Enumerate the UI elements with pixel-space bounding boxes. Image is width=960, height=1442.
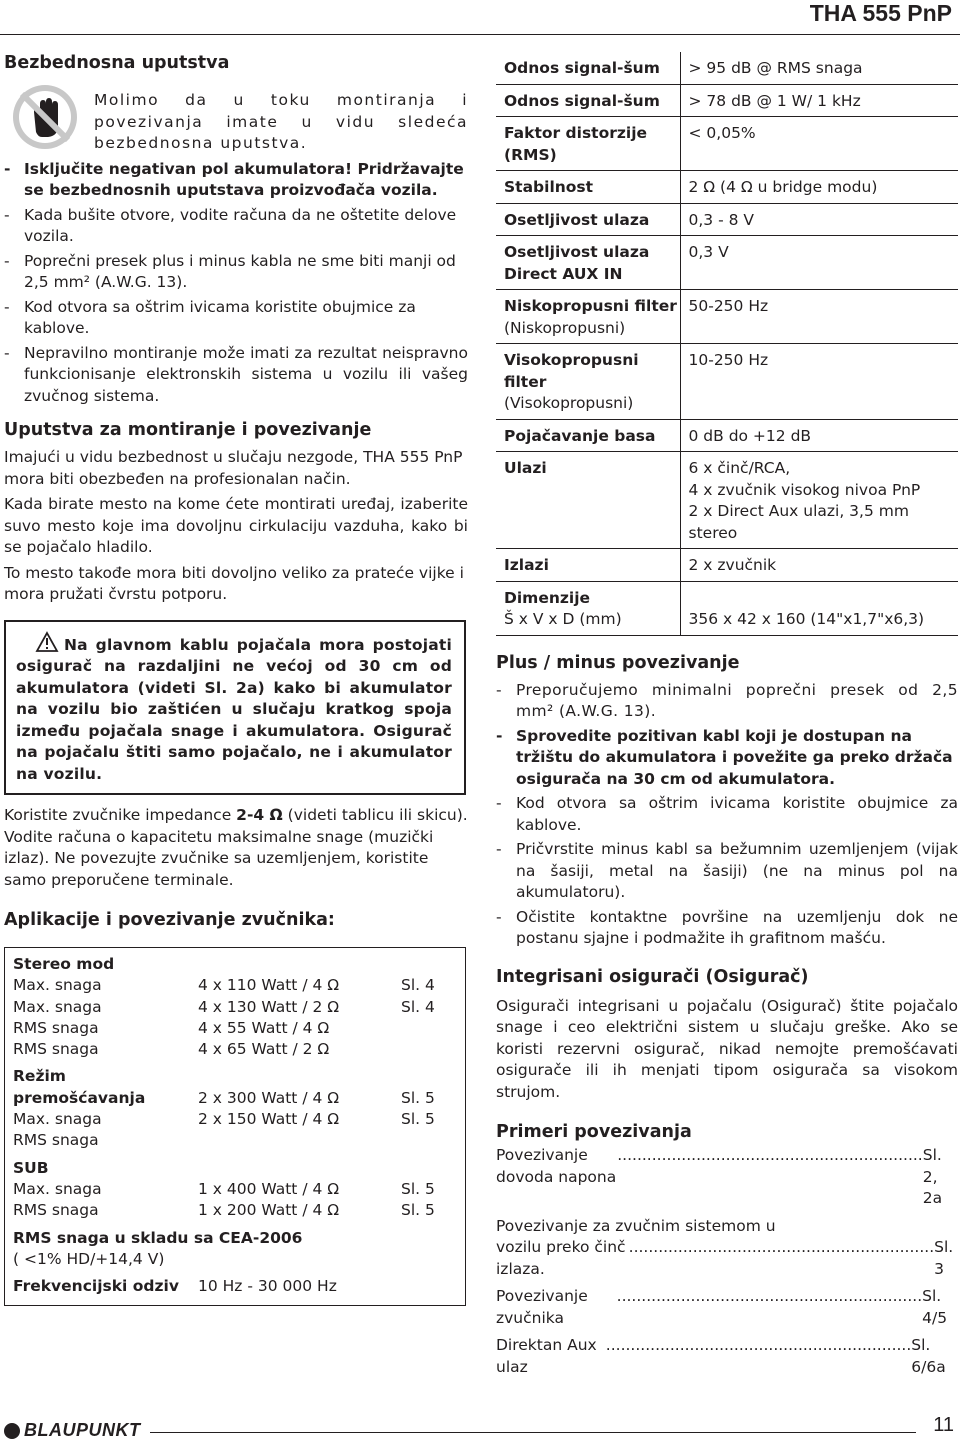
stereo-fig: Sl. 4 xyxy=(401,976,435,995)
sub-label: Max. snaga xyxy=(13,1179,102,1198)
spec-key xyxy=(496,581,680,635)
example-leader: .............................................................. xyxy=(616,1287,923,1305)
example-ref: Sl. 2, 2a xyxy=(922,1146,943,1207)
spec-row xyxy=(496,452,958,549)
speakers-text-pre: Koristite zvučnike impedance xyxy=(4,806,237,824)
safety-item: - Poprečni presek plus i minus kabla ne sme biti manji od 2,5 mm² (A.W.G. 13). xyxy=(4,251,468,294)
example-leader: .............................................................. xyxy=(617,1146,923,1164)
bridge-label: RMS snaga xyxy=(13,1131,99,1150)
spec-key xyxy=(496,203,680,236)
spec-key xyxy=(496,419,680,452)
spec-key-label: Izlazi xyxy=(504,556,549,574)
warning-box xyxy=(4,620,466,796)
bridge-fig: Sl. 5 xyxy=(401,1088,435,1107)
spec-key xyxy=(496,344,680,420)
spec-row xyxy=(496,203,958,236)
top-rule xyxy=(0,34,960,35)
sub-head: SUB xyxy=(13,1158,49,1177)
warning-triangle-icon xyxy=(36,632,58,652)
spec-value: < 0,05% xyxy=(680,117,958,171)
example-ref: Sl. 6/6a xyxy=(911,1336,946,1376)
cea-block xyxy=(13,1228,457,1271)
safety-item: - Nepravilno montiranje može imati za rezultat neispravno funkcionisanje elektronskih sistema u vozilu ili vašeg zvučnog sistema. xyxy=(4,343,468,408)
spec-key-label: Odnos signal-šum xyxy=(504,59,660,77)
spec-key xyxy=(496,84,680,117)
model-title: THA 555 PnP xyxy=(809,0,952,26)
stop-hand-icon xyxy=(10,82,80,152)
freq-value: 10 Hz - 30 000 Hz xyxy=(198,1277,337,1296)
example-ref: Sl. 3 xyxy=(934,1238,954,1278)
example-item: Povezivanje za zvučnim sistemom u vozilu preko činč izlaza. .............................................................. Sl. 3 xyxy=(496,1216,958,1281)
mounting-title: Uputstva za montiranje i povezivanje xyxy=(4,420,372,440)
stereo-value: 4 x 55 Watt / 4 Ω xyxy=(198,1018,330,1037)
spec-key xyxy=(496,549,680,582)
safety-item: - Kada bušite otvore, vodite računa da ne oštetite delove vozila. xyxy=(4,205,468,248)
spec-value: 0,3 - 8 V xyxy=(680,203,958,236)
spec-value: 0 dB do +12 dB xyxy=(680,419,958,452)
plusminus-item: - Sprovedite pozitivan kabl koji je dostupan na tržištu do akumulatora i povežite ga preko držača osigurača na 30 cm od akumulatora. xyxy=(496,726,958,791)
spec-value: 50-250 Hz xyxy=(680,290,958,344)
brand-dot-icon xyxy=(4,1423,20,1439)
spec-row xyxy=(496,290,958,344)
spec-row xyxy=(496,236,958,290)
cea-sub: ( <1% HD/+14,4 V) xyxy=(13,1249,165,1268)
stereo-value: 4 x 65 Watt / 2 Ω xyxy=(198,1040,330,1059)
example-item xyxy=(496,1286,958,1329)
page-number: 11 xyxy=(933,1414,954,1436)
mounting-p1: Imajući u vidu bezbednost u slučaju nezgode, THA 555 PnP mora biti obezbeđen na profesionalan način. xyxy=(4,448,463,488)
spec-row xyxy=(496,171,958,204)
example-label: Povezivanje dovoda napona xyxy=(496,1146,617,1186)
safety-intro xyxy=(4,82,468,155)
example-label: Direktan Aux ulaz xyxy=(496,1336,597,1376)
spec-key-label: Visokopropusni filter xyxy=(504,351,639,391)
plusminus-item: - Preporučujemo minimalni poprečni presek od 2,5 mm² (A.W.G. 13). xyxy=(496,680,958,723)
spec-key-label: Osetljivost ulaza xyxy=(504,210,650,229)
spec-key-label: Dimenzije xyxy=(504,588,591,607)
spec-key-label: Niskopropusni filter xyxy=(504,297,677,315)
brand-logo xyxy=(4,1420,141,1441)
spec-key-label: Faktor distorzije (RMS) xyxy=(504,124,648,164)
sub-label: RMS snaga xyxy=(13,1201,99,1220)
example-item xyxy=(496,1145,958,1210)
plusminus-list xyxy=(496,680,958,950)
stereo-fig: Sl. 4 xyxy=(401,997,435,1016)
sub-value: 1 x 400 Watt / 4 Ω xyxy=(198,1179,340,1198)
stereo-value: 4 x 130 Watt / 2 Ω xyxy=(198,997,340,1016)
spec-row xyxy=(496,344,958,420)
spec-value: 356 x 42 x 160 (14"x1,7"x6,3) xyxy=(680,581,958,635)
sub-value: 1 x 200 Watt / 4 Ω xyxy=(198,1201,340,1220)
spec-key xyxy=(496,117,680,171)
spec-value: 0,3 V xyxy=(680,236,958,290)
spec-value: > 95 dB @ RMS snaga xyxy=(680,52,958,84)
example-label: Povezivanje zvučnika xyxy=(496,1287,588,1327)
spec-key xyxy=(496,52,680,84)
spec-row xyxy=(496,117,958,171)
spec-value: > 78 dB @ 1 W/ 1 kHz xyxy=(680,84,958,117)
speakers-text-post: (videti tablicu ili skicu). Vodite računa o kapacitetu maksimalne snage (muzički izlaz). Ne povezujte zvučnike sa uzemljenjem, koristite samo preporučene terminale. xyxy=(4,806,468,889)
bridge-block xyxy=(13,1066,457,1151)
spec-key-label: Odnos signal-šum xyxy=(504,91,660,110)
examples-title: Primeri povezivanja xyxy=(496,1122,692,1142)
spec-key-label: Pojačavanje basa xyxy=(504,426,656,445)
spec-value: 10-250 Hz xyxy=(680,344,958,420)
stereo-value: 4 x 110 Watt / 4 Ω xyxy=(198,976,340,995)
bridge-label: Max. snaga xyxy=(13,1110,102,1129)
example-ref: Sl. 4/5 xyxy=(922,1287,948,1327)
spec-value: 2 Ω (4 Ω u bridge modu) xyxy=(680,171,958,204)
spec-key-extra: (Visokopropusni) xyxy=(504,394,634,412)
plusminus-item: - Kod otvora sa oštrim ivicama koristite obujmice za kablove. xyxy=(496,793,958,836)
applications-title: Aplikacije i povezivanje zvučnika: xyxy=(4,910,335,930)
plusminus-item: - Pričvrstite minus kabl sa bežumnim uzemljenjem (vijak na šasiji, metal na šasiji) (ne na minus pol na akumulatoru). xyxy=(496,839,958,904)
stereo-label: RMS snaga xyxy=(13,1040,99,1059)
safety-item: - Kod otvora sa oštrim ivicama koristite obujmice za kablove. xyxy=(4,297,468,340)
spec-value: 2 x zvučnik xyxy=(680,549,958,582)
fuses-text: Osigurači integrisani u pojačalu (Osigurač) štite pojačalo snage i ceo električni sistem u slučaju greške. Ako se koristi rezervni osigurač, nikad nemojte premošćavati osigurače ili ih menjati tipom osigurača sa visokom strujom. xyxy=(496,996,958,1101)
spec-key-extra: Š x V x D (mm) xyxy=(504,610,622,628)
spec-key xyxy=(496,236,680,290)
spec-row xyxy=(496,581,958,635)
spec-row xyxy=(496,419,958,452)
bridge-value: 2 x 150 Watt / 4 Ω xyxy=(198,1110,340,1129)
spec-key-extra: (Niskopropusni) xyxy=(504,318,626,337)
safety-list xyxy=(4,159,468,408)
stereo-label: Max. snaga xyxy=(13,997,102,1016)
freq-block xyxy=(13,1276,457,1297)
plusminus-title: Plus / minus povezivanje xyxy=(496,652,740,673)
stereo-label: Max. snaga xyxy=(13,976,102,995)
stereo-block xyxy=(13,954,457,1060)
spec-key-label: Osetljivost ulaza Direct AUX IN xyxy=(504,243,650,283)
example-item xyxy=(496,1335,958,1378)
freq-head: Frekvencijski odziv xyxy=(13,1277,179,1296)
warning-text: Na glavnom kablu pojačala mora postojati osigurač na razdaljini ne većoj od 30 cm od akumulatora (videti Sl. 2a) kako bi akumulator na vozilu bio zaštićen u slučaju kratkog spoja između pojačala snage i akumulatora. Osigurač na pojačalu štiti samo pojačalo, ne i akumulator na vozilu. xyxy=(16,635,452,783)
applications-box xyxy=(4,947,466,1306)
right-column xyxy=(496,52,958,1378)
left-column xyxy=(4,52,468,1306)
bridge-fig: Sl. 5 xyxy=(401,1110,435,1129)
spec-row xyxy=(496,549,958,582)
sub-fig: Sl. 5 xyxy=(401,1201,435,1220)
stereo-label: RMS snaga xyxy=(13,1018,99,1037)
spec-row xyxy=(496,84,958,117)
spec-value: 6 x činč/RCA, 4 x zvučnik visokog nivoa PnP 2 x Direct Aux ulazi, 3,5 mm stereo xyxy=(680,452,958,549)
stereo-head: Stereo mod xyxy=(13,955,115,973)
bridge-head: Režim premošćavanja xyxy=(13,1067,146,1107)
example-leader: .............................................................. xyxy=(605,1336,912,1354)
speakers-impedance: 2-4 Ω xyxy=(236,806,283,824)
speakers-text xyxy=(4,805,468,891)
brand-name: BLAUPUNKT xyxy=(24,1420,141,1440)
sub-fig: Sl. 5 xyxy=(401,1179,435,1198)
safety-item: - Isključite negativan pol akumulatora! Pridržavajte se bezbednosnih uputstava proizvođača vozila. xyxy=(4,159,468,202)
spec-key-label: Stabilnost xyxy=(504,178,594,196)
safety-title: Bezbednosna uputstva xyxy=(4,53,230,73)
examples-list xyxy=(496,1145,958,1378)
fuses-title: Integrisani osigurači (Osigurač) xyxy=(496,966,809,987)
footer-rule xyxy=(150,1432,916,1433)
plusminus-item: - Očistite kontaktne površine na uzemljenju dok ne postanu sjajne i podmažite ih grafitnom mašću. xyxy=(496,907,958,950)
mounting-p2: Kada birate mesto na kome ćete montirati uređaj, izaberite suvo mesto koje ima dovoljnu cirkulaciju vazduha, kako bi se pojačalo hladilo. xyxy=(4,495,468,556)
spec-key xyxy=(496,171,680,204)
spec-key xyxy=(496,290,680,344)
spec-row xyxy=(496,52,958,84)
mounting-p3: To mesto takođe mora biti dovoljno veliko za prateće vijke i mora pružati čvrstu potporu. xyxy=(4,563,464,603)
spec-key-label: Ulazi xyxy=(504,459,547,477)
spec-key xyxy=(496,452,680,549)
bridge-value: 2 x 300 Watt / 4 Ω xyxy=(198,1088,340,1107)
specs-table xyxy=(496,52,958,636)
cea-head: RMS snaga u skladu sa CEA-2006 xyxy=(13,1228,303,1247)
safety-intro-text: Molimo da u toku montiranja i povezivanja imate u vidu sledeća bezbednosna uputstva. xyxy=(94,91,468,152)
sub-block xyxy=(13,1158,457,1222)
